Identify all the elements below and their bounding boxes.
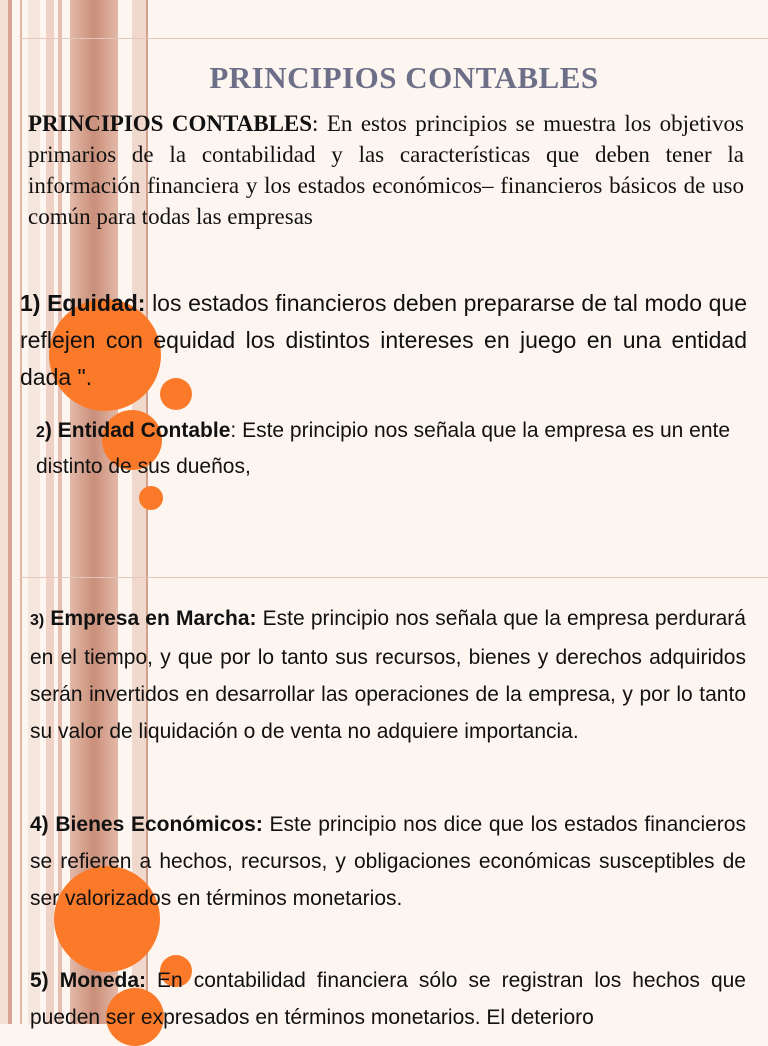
intro-text: En estos principios se muestra los objetivos primarios de la contabilidad y las características que deben tener la información financiera y los estados económicos– financieros básicos de uso común para todas las empresas — [28, 111, 744, 229]
principle-number: 3) — [30, 612, 45, 629]
principle-text: : Este principio nos señala que la empresa es un ente distinto de sus dueños, — [36, 419, 731, 478]
principle-label: Moneda: — [59, 969, 147, 992]
principle-number: 4) — [30, 813, 49, 836]
principle-item-bienes-economicos — [30, 806, 746, 917]
principle-text: Este principio nos dice que los estados financieros se refieren a hechos, recursos, y obligaciones económicas susceptibles de ser valorizados en términos monetarios. — [30, 813, 746, 910]
intro-colon: : — [312, 111, 319, 136]
principle-item-empresa-en-marcha — [30, 600, 746, 750]
principle-text: los estados financieros deben prepararse de tal modo que reflejen con equidad los distintos intereses en juego en una entidad dada ". — [20, 290, 748, 390]
principle-number: 2 — [36, 424, 45, 441]
principle-number: 5) — [30, 969, 49, 992]
page-title: PRINCIPIOS CONTABLES — [209, 60, 599, 95]
principle-item-moneda — [30, 962, 746, 1036]
principle-label: Equidad: — [47, 290, 146, 316]
principle-item-equidad — [20, 285, 747, 396]
principle-label: Empresa en Marcha: — [50, 607, 257, 630]
intro-lead: PRINCIPIOS CONTABLES — [28, 111, 313, 136]
principle-label: Bienes Económicos: — [55, 813, 263, 836]
principle-number: 1) — [20, 290, 41, 316]
principle-item-entidad-contable — [36, 414, 736, 484]
principle-label: ) Entidad Contable — [44, 419, 231, 442]
principle-text: Este principio nos señala que la empresa perdurará en el tiempo, y que por lo tanto sus recursos, bienes y derechos adquiridos serán invertidos en desarrollar las operaciones de la empresa, y por lo tanto su valor de liquidación o de venta no adquiere importancia. — [30, 607, 746, 743]
principle-text: En contabilidad financiera sólo se registran los hechos que pueden ser expresados en términos monetarios. El deterioro — [30, 969, 746, 1029]
intro-paragraph — [28, 108, 744, 232]
